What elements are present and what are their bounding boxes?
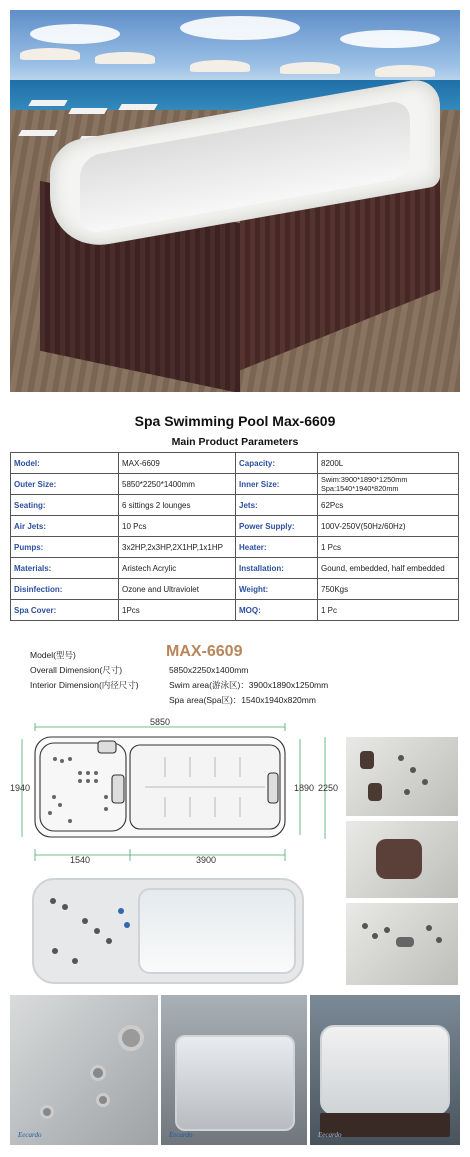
- param-value: 750Kgs: [318, 579, 459, 600]
- param-label: MOQ:: [236, 600, 318, 621]
- param-label: Weight:: [236, 579, 318, 600]
- param-label: Outer Size:: [11, 474, 119, 495]
- cloud: [180, 16, 300, 40]
- inner-size-swim: Swim:3900*1890*1250mm: [321, 475, 408, 484]
- param-label: Spa Cover:: [11, 600, 119, 621]
- jet: [52, 948, 58, 954]
- brand-logo: Eecardo: [18, 1131, 42, 1139]
- detail-photo-pillow: [346, 821, 458, 898]
- param-value: 62Pcs: [318, 495, 459, 516]
- param-label: Capacity:: [236, 453, 318, 474]
- param-value: 5850*2250*1400mm: [119, 474, 236, 495]
- umbrella: [375, 65, 435, 77]
- hero-photo: [10, 10, 460, 392]
- table-row: [11, 453, 459, 474]
- jet: [72, 958, 78, 964]
- cloud: [340, 30, 440, 48]
- table-row: [11, 537, 459, 558]
- top-view-render: [32, 878, 304, 986]
- jet: [106, 938, 112, 944]
- jet: [384, 927, 390, 933]
- jet: [410, 767, 416, 773]
- jet: [40, 1105, 54, 1119]
- jet: [96, 1093, 110, 1107]
- control-panel: [396, 937, 414, 947]
- control-panel: [360, 751, 374, 769]
- spa-area-value: Spa area(Spa区)：1540x1940x820mm: [169, 695, 316, 705]
- table-row: [11, 495, 459, 516]
- table-row: [11, 558, 459, 579]
- large-jet: [118, 1025, 144, 1051]
- param-value: 10 Pcs: [119, 516, 236, 537]
- param-label: Air Jets:: [11, 516, 119, 537]
- spa-length-label: 1540: [70, 855, 91, 865]
- headrest-pillow: [376, 839, 422, 879]
- jet: [90, 1065, 106, 1081]
- overall-dimension-value: 5850x2250x1400mm: [169, 665, 249, 675]
- bottom-photo-jets: [10, 995, 158, 1145]
- jet: [118, 908, 124, 914]
- param-value: [318, 474, 459, 495]
- lounger: [28, 100, 67, 106]
- param-label: Power Supply:: [236, 516, 318, 537]
- jet: [62, 904, 68, 910]
- param-label: Model:: [11, 453, 119, 474]
- cloud: [30, 24, 120, 44]
- table-row: [11, 600, 459, 621]
- overall-dimension-label: Overall Dimension(尺寸): [30, 665, 123, 675]
- param-label: Installation:: [236, 558, 318, 579]
- jet: [362, 923, 368, 929]
- pool-shell: [320, 1025, 450, 1115]
- width-right-a-label: 1890: [294, 783, 315, 793]
- umbrella: [95, 52, 155, 64]
- inner-size-spa: Spa:1540*1940*820mm: [321, 484, 399, 493]
- param-label: Seating:: [11, 495, 119, 516]
- param-value: 1 Pcs: [318, 537, 459, 558]
- table-row: [11, 516, 459, 537]
- param-value: Ozone and Ultraviolet: [119, 579, 236, 600]
- jet: [404, 789, 410, 795]
- parameters-table: [10, 452, 459, 621]
- umbrella: [20, 48, 80, 60]
- width-left-label: 1940: [10, 783, 31, 793]
- render-swim-area: [138, 888, 296, 974]
- jet: [372, 933, 378, 939]
- brand-logo: Eecardo: [169, 1131, 193, 1139]
- param-value: 3x2HP,2x3HP,2X1HP,1x1HP: [119, 537, 236, 558]
- width-right-b-label: 2250: [318, 783, 339, 793]
- model-number: MAX-6609: [166, 643, 243, 660]
- param-value: 1 Pc: [318, 600, 459, 621]
- swim-area-value: Swim area(游泳区)：3900x1890x1250mm: [169, 680, 329, 690]
- jet: [436, 937, 442, 943]
- param-label: Disinfection:: [11, 579, 119, 600]
- param-label: Heater:: [236, 537, 318, 558]
- pool-interior: [175, 1035, 295, 1131]
- param-value: Gound, embedded, half embedded: [318, 558, 459, 579]
- bottom-photo-interior: [161, 995, 307, 1145]
- jet: [50, 898, 56, 904]
- umbrella: [190, 60, 250, 72]
- bottom-photo-showroom: [310, 995, 460, 1145]
- product-title: Spa Swimming Pool Max-6609: [134, 413, 336, 429]
- technical-drawing: [10, 717, 340, 867]
- param-value: Aristech Acrylic: [119, 558, 236, 579]
- table-heading: Main Product Parameters: [171, 436, 299, 448]
- interior-dimension-label: Interior Dimension(内径尺寸): [30, 680, 139, 690]
- jet: [398, 755, 404, 761]
- table-row: [11, 579, 459, 600]
- param-value: 100V-250V(50Hz/60Hz): [318, 516, 459, 537]
- jet: [124, 922, 130, 928]
- jet: [426, 925, 432, 931]
- control-panel: [368, 783, 382, 801]
- pillow: [112, 775, 124, 803]
- detail-photo-seats: [346, 903, 458, 985]
- swim-length-label: 3900: [196, 855, 217, 865]
- detail-photo-jets: [346, 737, 458, 816]
- brand-logo: Eecardo: [318, 1131, 342, 1139]
- param-value: 8200L: [318, 453, 459, 474]
- table-row: [11, 474, 459, 495]
- param-value: MAX-6609: [119, 453, 236, 474]
- param-label: Materials:: [11, 558, 119, 579]
- length-label: 5850: [150, 717, 171, 727]
- control-panel: [98, 741, 116, 753]
- umbrella: [280, 62, 340, 74]
- param-value: 6 sittings 2 lounges: [119, 495, 236, 516]
- jet: [82, 918, 88, 924]
- param-label: Pumps:: [11, 537, 119, 558]
- param-label: Inner Size:: [236, 474, 318, 495]
- spa-pool: [40, 110, 440, 390]
- jet: [422, 779, 428, 785]
- jet: [94, 928, 100, 934]
- model-label: Model(型号): [30, 650, 76, 660]
- param-value: 1Pcs: [119, 600, 236, 621]
- pillow: [268, 773, 278, 803]
- param-label: Jets:: [236, 495, 318, 516]
